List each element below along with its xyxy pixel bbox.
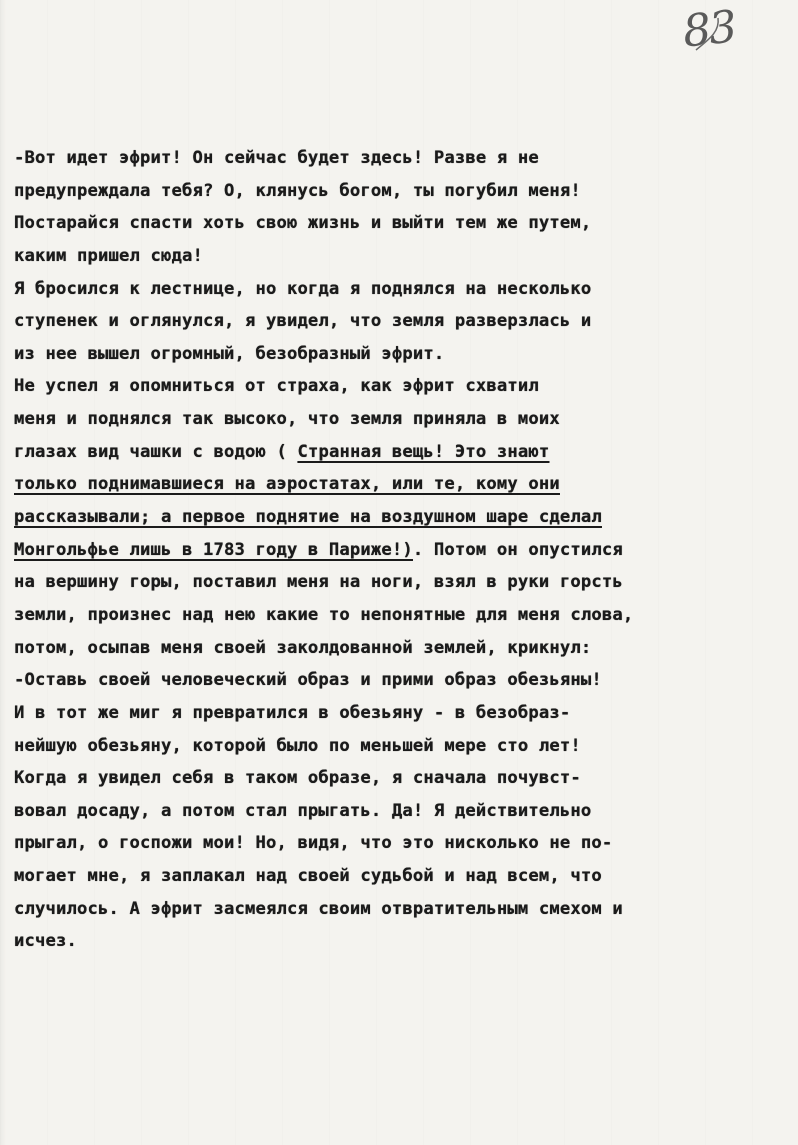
text-segment: . Потом он опустился	[412, 539, 623, 560]
text-line: вовал досаду, а потом стал прыгать. Да! Я действительно	[14, 800, 592, 821]
underlined-annotation: рассказывали; а первое поднятие на воздушном шаре сделал	[14, 507, 602, 528]
text-line: меня и поднялся так высоко, что земля приняла в моих	[14, 409, 560, 430]
underlined-annotation: Странная вещь! Это знают	[297, 441, 550, 462]
text-segment: глазах вид чашки с водою (	[14, 441, 298, 462]
text-line: на вершину горы, поставил меня на ноги, взял в руки горсть	[14, 572, 623, 593]
text-line: нейшую обезьяну, которой было по меньшей мере сто лет!	[14, 735, 581, 756]
text-line: Не успел я опомниться от страха, как эфрит схватил	[14, 376, 539, 397]
body-text	[14, 142, 794, 958]
underlined-annotation: только поднимавшиеся на аэростатах, или те, кому они	[14, 474, 560, 495]
text-line: И в тот же миг я превратился в обезьяну - в безобраз-	[14, 702, 571, 723]
text-line: Постарайся спасти хоть свою жизнь и выйти тем же путем,	[14, 213, 592, 234]
text-line: исчез.	[14, 931, 77, 952]
text-line	[14, 534, 794, 567]
text-line: -Оставь своей человеческий образ и прими образ обезьяны!	[14, 670, 602, 691]
text-line: земли, произнес над нею какие то непонятные для меня слова,	[14, 604, 634, 625]
text-line	[14, 436, 794, 469]
text-line: прыгал, о госпожи мои! Но, видя, что это нисколько не по-	[14, 833, 613, 854]
text-line: Я бросился к лестнице, но когда я поднялся на несколько	[14, 278, 592, 299]
text-line	[14, 468, 794, 501]
text-line: ступенек и оглянулся, я увидел, что земля разверзлась и	[14, 311, 592, 332]
handwritten-mark-icon	[690, 10, 730, 70]
text-line: Когда я увидел себя в таком образе, я сначала почувст-	[14, 768, 581, 789]
text-line: -Вот идет эфрит! Он сейчас будет здесь! Разве я не	[14, 148, 539, 168]
text-line	[14, 501, 794, 534]
text-line: предупреждала тебя? О, клянусь богом, ты погубил меня!	[14, 180, 581, 201]
page-number: 83	[680, 1, 738, 58]
text-line: потом, осыпав меня своей заколдованной землей, крикнул:	[14, 637, 592, 658]
text-line: могает мне, я заплакал над своей судьбой и над всем, что	[14, 866, 602, 887]
underlined-annotation: Монгольфье лишь в 1783 году в Париже!)	[14, 539, 413, 560]
text-line: случилось. А эфрит засмеялся своим отвратительным смехом и	[14, 898, 623, 919]
text-line: из нее вышел огромный, безобразный эфрит.	[14, 343, 445, 364]
text-line: каким пришел сюда!	[14, 245, 203, 266]
